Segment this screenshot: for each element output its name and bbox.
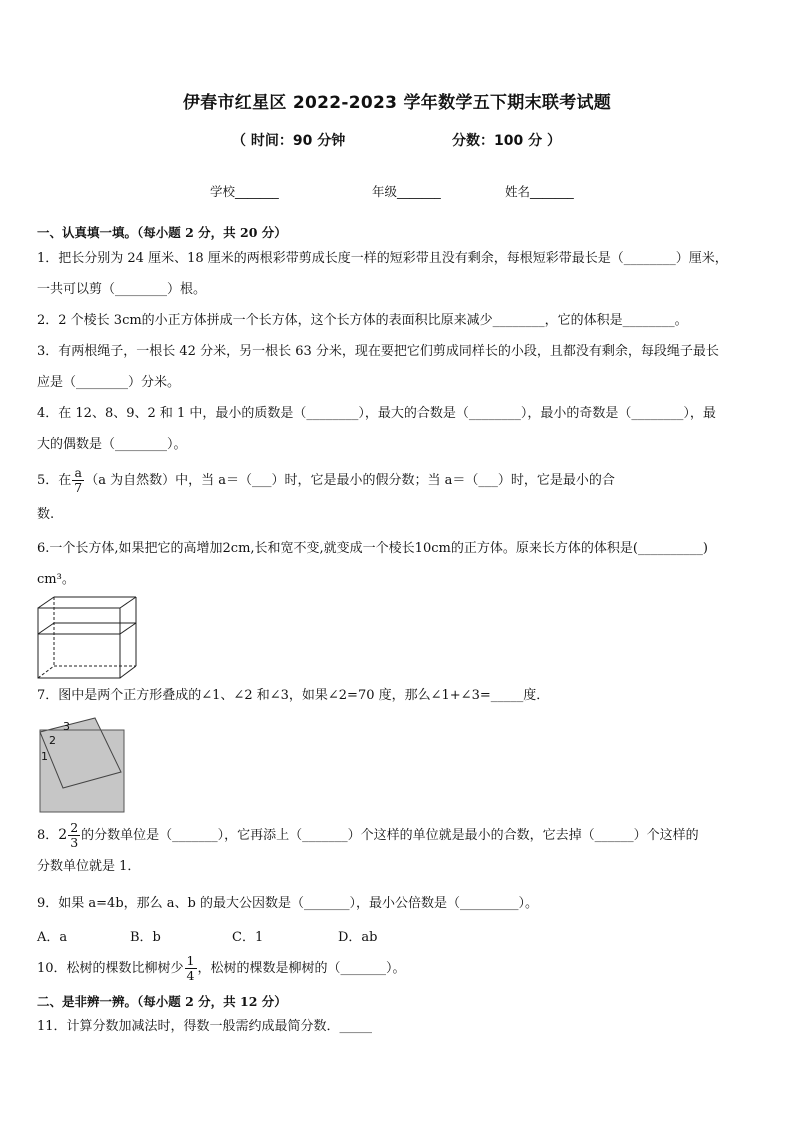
fraction-2-over-3: $\frac{2}{3}$ xyxy=(70,820,79,850)
question-3: 3．有两根绳子，一根长 42 分米，另一根长 63 分米，现在要把它们剪成同样长的小段，且都没有剩余，每段绳子最长 应是（________）分米。 xyxy=(37,344,719,390)
section-1-heading: 一、认真填一填。（每小题 2 分，共 20 分） xyxy=(37,225,287,240)
overlapping-squares-figure xyxy=(37,716,129,814)
fraction-1-over-4: $\frac{1}{4}$ xyxy=(186,953,195,983)
question-10: 10．松树的棵数比柳树少 $\frac{1}{4}$ ，松树的棵数是柳树的（_______）。 xyxy=(37,953,406,983)
question-8: 8．2 $\frac{2}{3}$ 的分数单位是（_______），它再添上（_______）个这样的单位就是最小的合数，它去掉（______）个这样的 分数单位就是 1． xyxy=(37,820,699,874)
q9-option-d[interactable]: D．ab xyxy=(338,930,378,945)
page-title: 伊春市红星区 2022-2023 学年数学五下期末联考试题 xyxy=(182,93,612,113)
question-11: 11．计算分数加减法时，得数一般需约成最简分数．_____ xyxy=(37,1019,373,1034)
grade-field[interactable]: 年级_______ xyxy=(372,184,441,199)
question-2: 2．2 个棱长 3cm的小正方体拼成一个长方体，这个长方体的表面积比原来减少________，它的体积是________。 xyxy=(37,313,688,328)
question-9: 9．如果 a=4b，那么 a、b 的最大公因数是（_______），最小公倍数是（_________）。 xyxy=(37,896,538,911)
q9-option-b[interactable]: B．b xyxy=(130,930,161,945)
question-7: 7．图中是两个正方形叠成的∠1、∠2 和∠3，如果∠2=70 度，那么∠1+∠3=_____度． xyxy=(37,688,550,703)
school-field[interactable]: 学校_______ xyxy=(210,184,279,199)
cuboid-figure xyxy=(37,596,139,680)
q9-option-a[interactable]: A．a xyxy=(37,930,68,945)
angle-label-2: 2 xyxy=(49,734,56,747)
exam-time: （ 时间：90 分钟 xyxy=(232,133,346,149)
q9-option-c[interactable]: C．1 xyxy=(232,930,264,945)
question-1: 1．把长分别为 24 厘米、18 厘米的两根彩带剪成长度一样的短彩带且没有剩余，每根短彩带最长是（________）厘米， 一共可以剪（________）根。 xyxy=(37,251,728,297)
name-field[interactable]: 姓名_______ xyxy=(505,184,574,199)
angle-label-1: 1 xyxy=(41,750,48,763)
exam-score: 分数：100 分 ） xyxy=(452,133,561,149)
section-2-heading: 二、是非辨一辨。（每小题 2 分，共 12 分） xyxy=(37,994,287,1009)
question-5: 5．在 $\frac{a}{7}$ （a 为自然数）中，当 a＝（___）时，它是最小的假分数；当 a＝（___）时，它是最小的合 数. xyxy=(37,465,615,522)
question-4: 4．在 12、8、9、2 和 1 中，最小的质数是（________），最大的合数是（________），最小的奇数是（________），最 大的偶数是（________）。 xyxy=(37,406,716,452)
angle-label-3: 3 xyxy=(63,720,70,733)
question-6: 6.一个长方体,如果把它的高增加2cm,长和宽不变,就变成一个棱长10cm的正方体。原来长方体的体积是(__________) cm³。 xyxy=(37,541,708,587)
fraction-a-over-7: $\frac{a}{7}$ xyxy=(74,465,83,495)
